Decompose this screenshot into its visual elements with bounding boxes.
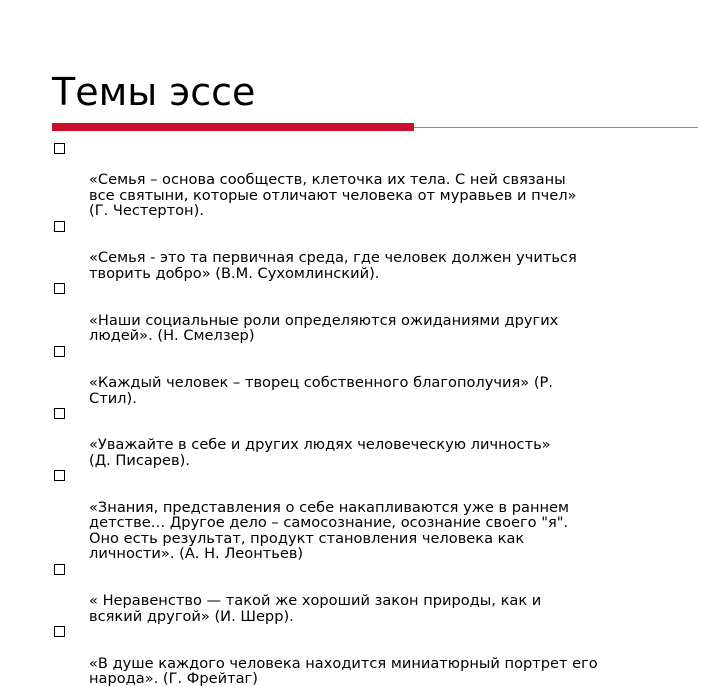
hollow-square-bullet-icon bbox=[54, 283, 65, 294]
hollow-square-bullet-icon bbox=[54, 564, 65, 575]
quote-text: «Каждый человек – творец собственного благополучия» (Р. Стил). bbox=[89, 373, 553, 407]
quote-text: «Наши социальные роли определяются ожиданиями других людей». (Н. Смелзер) bbox=[89, 311, 559, 345]
quote-item bbox=[52, 344, 692, 406]
quote-text: «Знания, представления о себе накапливаются уже в раннем детстве… Другое дело – самосознание, осознание своего "я". Оно есть результат, продукт становления человека как личности». (А. Н. Леонтьев) bbox=[89, 498, 570, 563]
quote-text: «Семья – основа сообществ, клеточка их тела. С ней связаны все святыни, которые отличают человека от муравьев и пчел» (Г. Честертон). bbox=[89, 171, 577, 220]
quote-text: « Неравенство — такой же хороший закон природы, как и всякий другой» (И. Шерр). bbox=[89, 592, 542, 625]
hollow-square-bullet-icon bbox=[54, 143, 65, 154]
quote-item bbox=[52, 406, 692, 468]
quote-item bbox=[52, 141, 692, 219]
title-accent-bar bbox=[52, 123, 414, 131]
quote-text: «Уважайте в себе и других людях человеческую личность» (Д. Писарев). bbox=[89, 436, 551, 469]
hollow-square-bullet-icon bbox=[54, 221, 65, 232]
quote-text: «Семья - это та первичная среда, где человек должен учиться творить добро» (В.М. Сухомлинский). bbox=[89, 249, 577, 282]
hollow-square-bullet-icon bbox=[54, 346, 65, 357]
hollow-square-bullet-icon bbox=[54, 626, 65, 637]
hollow-square-bullet-icon bbox=[54, 470, 65, 481]
quote-item bbox=[52, 562, 692, 624]
quote-item bbox=[52, 281, 692, 343]
slide-title: Темы эссе bbox=[52, 70, 256, 114]
quote-item bbox=[52, 219, 692, 281]
hollow-square-bullet-icon bbox=[54, 408, 65, 419]
quote-item bbox=[52, 468, 692, 562]
quote-list bbox=[52, 141, 692, 687]
quote-item bbox=[52, 624, 692, 686]
quote-text: «В душе каждого человека находится миниатюрный портрет его народа». (Г. Фрейтаг) bbox=[89, 654, 598, 687]
